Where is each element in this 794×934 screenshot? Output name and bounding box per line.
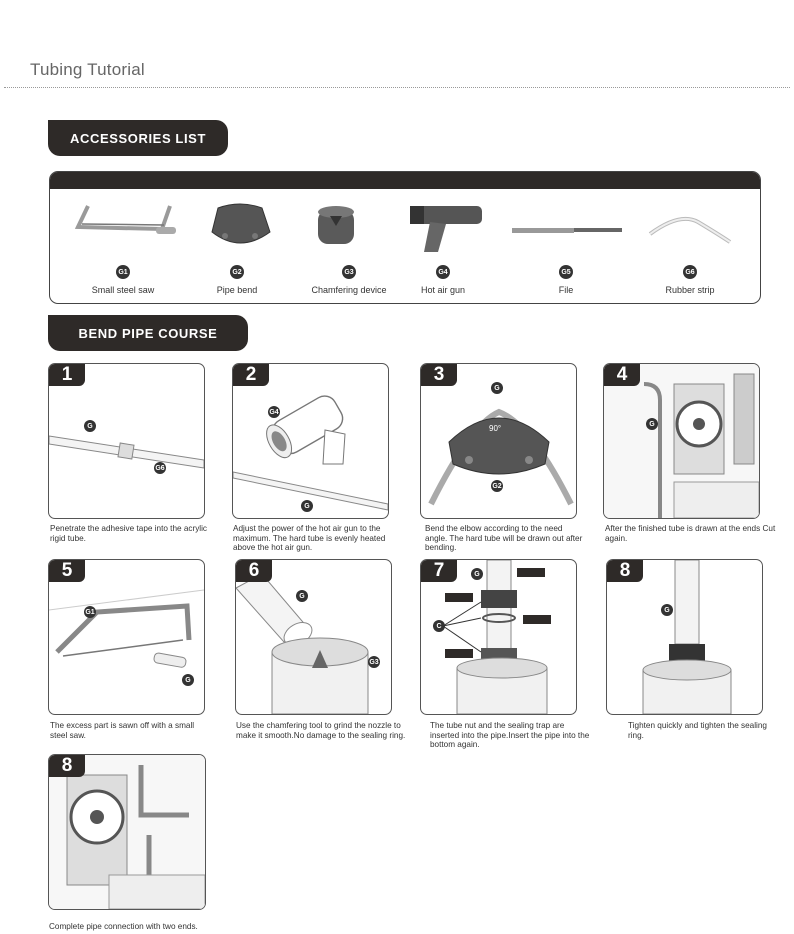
- file-icon: [512, 228, 622, 233]
- rubber-strip-icon: [650, 219, 730, 242]
- accessory-code: G6: [683, 265, 697, 279]
- step-5-illustration: [49, 560, 204, 714]
- step-number: 5: [49, 560, 85, 582]
- step-4-illustration: [604, 364, 759, 518]
- step-2-caption: Adjust the power of the hot air gun to the maximum. The hard tube is evenly heated above the hot air gun.: [233, 524, 386, 553]
- step-8-panel: [606, 559, 763, 715]
- step-1-panel: [48, 363, 205, 519]
- step-number: 3: [421, 364, 457, 386]
- step-4-caption: After the finished tube is drawn at the ends Cut again.: [605, 524, 776, 543]
- step-8-caption: Tighten quickly and tighten the sealing ring.: [628, 721, 767, 740]
- step-final-illustration: [49, 755, 205, 909]
- angle-label: 90°: [489, 424, 502, 433]
- step-7-illustration: [421, 560, 576, 714]
- hacksaw-icon: [78, 206, 176, 234]
- marker-g6: G6: [154, 462, 166, 474]
- step-5-panel: [48, 559, 205, 715]
- marker-g: G: [296, 590, 308, 602]
- marker-g: G: [471, 568, 483, 580]
- accessory-code: G5: [559, 265, 573, 279]
- step-number: 6: [236, 560, 272, 582]
- step-2-panel: [232, 363, 389, 519]
- step-3-caption: Bend the elbow according to the need angle. The hard tube will be drawn out after bending.: [425, 524, 583, 553]
- marker-g: G: [661, 604, 673, 616]
- accessories-heading: ACCESSORIES LIST: [48, 120, 228, 156]
- accessory-label: Hot air gun: [420, 285, 466, 295]
- step-number: 4: [604, 364, 640, 386]
- accessory-label: File: [558, 285, 574, 295]
- marker-g: G: [646, 418, 658, 430]
- callout-tag: [517, 568, 545, 577]
- chamfer-tool-icon: [318, 206, 354, 244]
- accessory-label: Rubber strip: [665, 285, 715, 295]
- step-4-panel: [603, 363, 760, 519]
- step-8-illustration: [607, 560, 762, 714]
- step-7-panel: [420, 559, 577, 715]
- accessories-illustrations: [50, 172, 760, 303]
- marker-g: G: [491, 382, 503, 394]
- accessories-panel: [49, 171, 761, 304]
- accessory-code: G3: [342, 265, 356, 279]
- accessory-label: Small steel saw: [91, 285, 155, 295]
- accessory-code: G4: [436, 265, 450, 279]
- callout-tag: [523, 615, 551, 624]
- callout-tag: [445, 593, 473, 602]
- page-title: Tubing Tutorial: [30, 60, 145, 79]
- step-1-illustration: [49, 364, 204, 518]
- course-heading: BEND PIPE COURSE: [48, 315, 248, 351]
- marker-g2: G2: [491, 480, 503, 492]
- step-2-illustration: [233, 364, 388, 518]
- marker-c: C: [433, 620, 445, 632]
- step-3-panel: [420, 363, 577, 519]
- pipe-bend-icon: [212, 204, 270, 243]
- step-6-caption: Use the chamfering tool to grind the nozzle to make it smooth.No damage to the sealing ring.: [236, 721, 406, 740]
- step-number: 8: [607, 560, 643, 582]
- step-final-panel: [48, 754, 206, 910]
- marker-g: G: [182, 674, 194, 686]
- step-number: 1: [49, 364, 85, 386]
- marker-g: G: [301, 500, 313, 512]
- accessory-code: G2: [230, 265, 244, 279]
- callout-tag: [445, 649, 473, 658]
- step-number: 8: [49, 755, 85, 777]
- marker-g: G: [84, 420, 96, 432]
- heat-gun-icon: [410, 206, 482, 252]
- accessory-label: Chamfering device: [311, 285, 387, 295]
- step-6-illustration: [236, 560, 391, 714]
- step-6-panel: [235, 559, 392, 715]
- accessory-code: G1: [116, 265, 130, 279]
- step-5-caption: The excess part is sawn off with a small steel saw.: [50, 721, 195, 740]
- step-7-caption: The tube nut and the sealing trap are inserted into the pipe.Insert the pipe into the bottom again.: [430, 721, 590, 750]
- step-1-caption: Penetrate the adhesive tape into the acrylic rigid tube.: [50, 524, 208, 543]
- step-number: 7: [421, 560, 457, 582]
- step-final-caption: Complete pipe connection with two ends.: [49, 922, 198, 931]
- marker-g1: G1: [84, 606, 96, 618]
- dotted-divider: [4, 87, 790, 88]
- step-number: 2: [233, 364, 269, 386]
- marker-g4: G4: [268, 406, 280, 418]
- accessory-label: Pipe bend: [216, 285, 258, 295]
- marker-g3: G3: [368, 656, 380, 668]
